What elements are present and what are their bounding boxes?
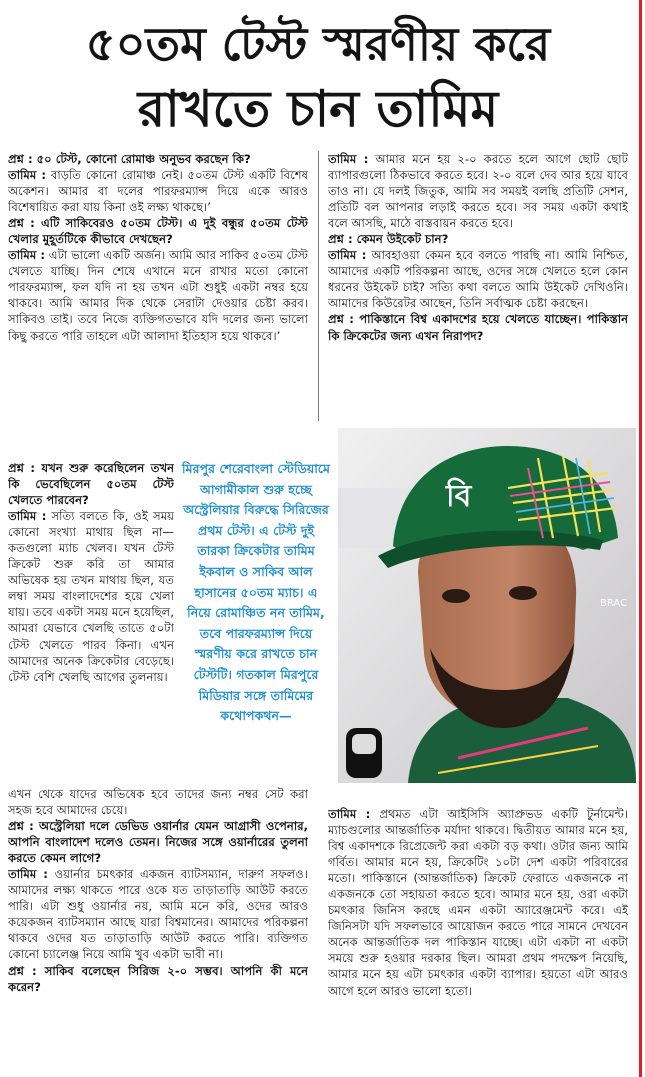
question-paragraph bbox=[328, 311, 628, 343]
speaker-label: তামিম : bbox=[8, 168, 47, 183]
answer-paragraph bbox=[8, 247, 308, 343]
speaker-label: তামিম : bbox=[8, 867, 48, 882]
answer-paragraph bbox=[8, 866, 308, 962]
answer-paragraph bbox=[8, 167, 308, 215]
column-left-top bbox=[8, 151, 308, 421]
answer-text: ওয়ার্নার চমৎকার একজন ব্যাটসম্যান, দারুণ সফলও। আমাদের লক্ষ্য থাকতে পারে ওকে যত তাড়াতাড়ি আউট করতে পারি। এটা শুধু ওয়ার্নার নয়, আমি মনে করি, ওদের আরও কয়েকজন ব্যাটসম্যান আছে যারা বিশ্বমানের। আমাদের পরিকল্পনা থাকবে ওদের যত তাড়াতাড়ি আউট করতে পারি। ব্যক্তিগত কোনো চ্যালেঞ্জ নিয়ে আমি খুব একটা ভাবী না। bbox=[8, 867, 308, 962]
speaker-label: তামিম : bbox=[8, 509, 47, 524]
answer-paragraph bbox=[328, 247, 628, 311]
tamim-iqbal-photo bbox=[338, 428, 636, 783]
answer-text: সত্যি বলতে কি, ওই সময় কোনো সংখ্যা মাথায় ছিল না— কতগুলো ম্যাচ খেলব। যখন টেস্ট ক্রিকেট শুরু করি তা আমার অভিষেক হয় তখন মাথায় ছিল, যত লম্বা সময় বাংলাদেশের হয়ে খেলা যায়। তবে একটা সময় মনে হয়েছিল, আমরা যেভাবে খেলছি তাতে ৫০টা টেস্ট খেলতে পারব কিনা। এখন আমাদের অনেক ক্রিকেটার বেড়েছে। টেস্ট বেশি খেলছি আগের তুলনায়। bbox=[8, 509, 174, 684]
question-paragraph bbox=[328, 231, 628, 247]
headline-line-2: রাখতে চান তামিম bbox=[137, 80, 499, 138]
question-paragraph bbox=[8, 818, 308, 866]
speaker-label: তামিম : bbox=[328, 152, 369, 166]
question-text: প্রশ্ন : কেমন উইকেট চান? bbox=[328, 232, 449, 247]
question-text: প্রশ্ন : পাকিস্তানে বিশ্ব একাদশের হয়ে খেলতে যাচ্ছেন। পাকিস্তান কি ক্রিকেটের জন্য এখন নিরাপদ? bbox=[328, 312, 628, 343]
player-portrait bbox=[338, 428, 636, 783]
cap-logo: BRAC bbox=[600, 598, 628, 609]
answer-paragraph bbox=[328, 806, 628, 999]
answer-text: আমার মনে হয় ২-০ করতে হলে আগে ছোট ছোট ব্যাপারগুলো ঠিকভাবে করতে হবে। ২-০ বলে দেব আর হয়ে যাবে তাও না। যে দলই জিতুক, আমি সব সময়ই বলছি প্রতিটি সেশন, প্রতিটি বল আপনার লড়াই করতে হবে। সব সময় একটা কথাই বলে আসছি, মাঠে বাস্তবায়ন করতে হবে। bbox=[328, 152, 628, 231]
pull-quote: মিরপুর শেরেবাংলা স্টেডিয়ামে আগামীকাল শুরু হচ্ছে অস্ট্রেলিয়ার বিরুদ্ধে সিরিজের প্রথম টেস্ট। এ টেস্ট দুই তারকা ক্রিকেটার তামিম ইকবাল ও সাকিব আল হাসানের ৫০তম ম্যাচ। এ নিয়ে রোমাঞ্চিত নন তামিম, তবে পারফরম্যান্স দিয়ে স্মরণীয় করে রাখতে চান টেস্টটি। গতকাল মিরপুরে মিডিয়ার সঙ্গে তামিমের কথোপকথন— bbox=[182, 461, 330, 724]
answer-paragraph bbox=[328, 151, 628, 231]
headline-line-1: ৫০তম টেস্ট স্মরণীয় করে bbox=[85, 17, 551, 71]
cap-text: বি bbox=[446, 479, 472, 514]
question-paragraph bbox=[8, 963, 308, 995]
speaker-label: তামিম : bbox=[328, 248, 367, 263]
headline bbox=[8, 12, 628, 142]
column-divider bbox=[318, 151, 319, 421]
answer-paragraph bbox=[8, 508, 174, 685]
question-text: প্রশ্ন : যখন শুরু করেছিলেন তখন কি ভেবেছিলেন ৫০তম টেস্ট খেলতে পারবেন? bbox=[8, 461, 174, 508]
column-left-bottom bbox=[8, 786, 308, 1068]
question-text: প্রশ্ন : সাকিব বলেছেন সিরিজ ২-০ সম্ভব। আপনি কী মনে করেন? bbox=[8, 963, 308, 994]
answer-text: বাড়তি কোনো রোমাঞ্চ নেই। ৫০তম টেস্ট একটি বিশেষ অকেশন। আমার বা দলের পারফরম্যান্স দিয়ে একে আরও বিশেষায়িত করা যায় কিনা ওই লক্ষ্য থাকছে।’ bbox=[8, 168, 308, 215]
answer-text: প্রথমত এটা আইসিসি অ্যাপ্রুভড একটি টুর্নামেন্ট। ম্যাচগুলোর আন্তর্জাতিক মর্যাদা থাকবে। দ্বিতীয়ত আমার মনে হয়, বিশ্ব একাদশকে রিপ্রেজেন্ট করা একটা বড় কথা। ওটার জন্য আমি গর্বিত। আমার মনে হয়, ক্রিকেটিং ১০টা দেশ একটা পরিবারের মতো। পাকিস্তানে (আন্তর্জাতিক) ক্রিকেট ফেরাতে একজনকে না একজনকে তো সহায়তা করতে হবে। আমার মনে হয়, ওরা একটা চমৎকার জিনিস করছে এমন একটা অ্যারেঞ্জমেন্ট করে। এই জিনিসটা যদি সফলভাবে আয়োজন করতে পারে সামনে দেখবেন অনেক আন্তর্জাতিক দল পাকিস্তান যাচ্ছে। এটা একটা না একটা সময়ে শুরু হওয়ার দরকার ছিল। আমরা প্রথম পদক্ষেপ নিয়েছি, আমার মনে হয় এটা চমৎকার একটা ব্যাপার। হয়তো এটা আরও আগে হলে আরও ভালো হতো। bbox=[328, 807, 628, 998]
question-text: প্রশ্ন : ৫০ টেস্ট, কোনো রোমাঞ্চ অনুভব করছেন কি? bbox=[8, 152, 251, 166]
answer-text: এটা ভালো একটি অর্জন। আমি আর সাকিব ৫০তম টেস্ট খেলতে যাচ্ছি। দিন শেষে এখানে মনে রাখার মতো কোনো পারফরম্যান্স, ফল যদি না হয় তখন এটা শুধুই একটা নম্বর হয়ে থাকবে। আমি আমার দিক থেকে সেরাটা দেওয়ার চেষ্টা করব। সাকিবও তাই। তবে নিজে ব্যক্তিগতভাবে যদি দলের জন্য ভালো কিছু করতে পারি তাহলে এটা আলাদা ইতিহাস হয়ে থাকবে।’ bbox=[8, 248, 308, 343]
answer-text: আবহাওয়া কেমন হবে বলতে পারছি না। আমি নিশ্চিত, আমাদের একটি পরিকল্পনা আছে, ওদের সঙ্গে খেলতে হলে কোন ধরনের উইকেট চাই? সত্যি কথা বলতে আমি উইকেট দেখিওনি। আমাদের কিউরেটর আছেন, তিনি সর্বাত্মক চেষ্টা করছেন। bbox=[328, 248, 628, 311]
answer-paragraph bbox=[8, 786, 308, 818]
question-paragraph bbox=[8, 151, 308, 167]
speaker-label: তামিম : bbox=[8, 248, 46, 263]
speaker-label: তামিম : bbox=[328, 807, 371, 821]
question-text: প্রশ্ন : অস্ট্রেলিয়া দলে ডেভিড ওয়ার্নার যেমন আগ্রাসী ওপেনার, আপনি বাংলাদেশ দলেও তেমন। নিজের সঙ্গে ওয়ার্নারের তুলনা করতে কেমন লাগে? bbox=[8, 819, 308, 866]
question-paragraph bbox=[8, 460, 174, 508]
answer-text: এখন থেকে যাদের অভিষেক হবে তাদের জন্য নম্বর সেট করা সহজ হবে আমাদের চেয়ে। bbox=[8, 787, 308, 818]
question-paragraph bbox=[8, 215, 308, 247]
question-text: প্রশ্ন : এটি সাকিবেরও ৫০তম টেস্ট। এ দুই বন্ধুর ৫০তম টেস্ট খেলার মুহূর্তটিকে কীভাবে দেখছেন? bbox=[8, 216, 308, 247]
column-right-bottom bbox=[328, 806, 628, 1068]
column-right-top bbox=[328, 151, 628, 421]
column-left-narrow bbox=[8, 460, 174, 785]
